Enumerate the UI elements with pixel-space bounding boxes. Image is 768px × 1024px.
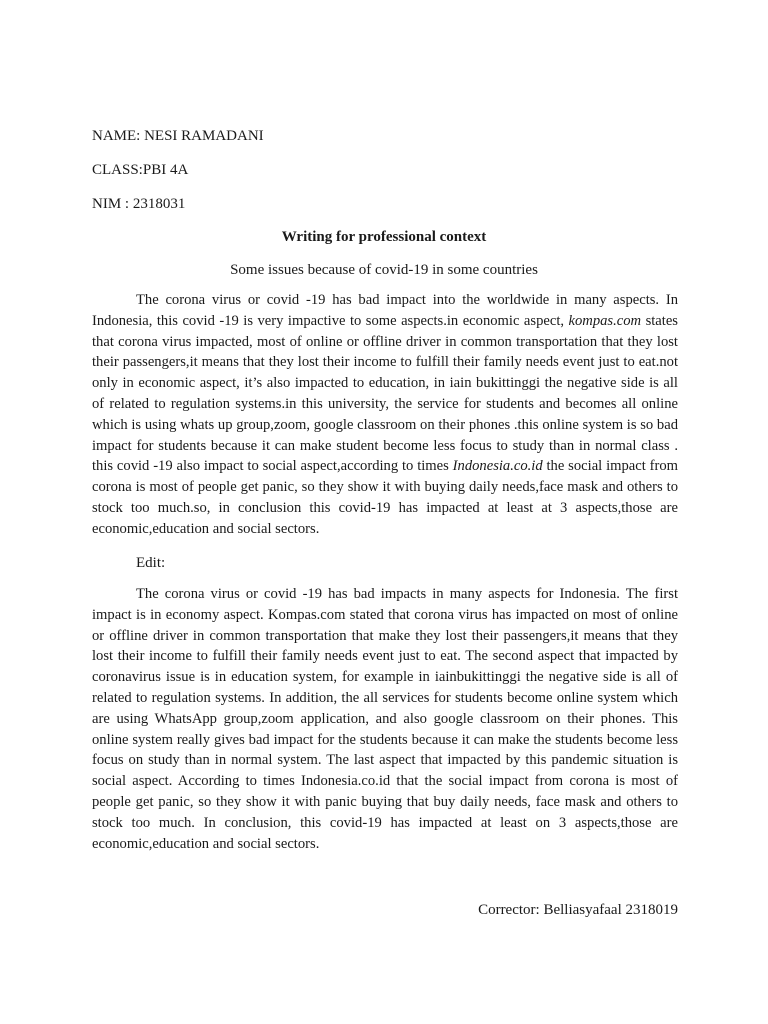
edited-paragraph: The corona virus or covid -19 has bad impacts in many aspects for Indonesia. The first impact is in economy aspect. Kompas.com stated that corona virus has impacted on most of online or offline driver in common transportation that make they lost their passengers,it means that they lost their income to fulfill their family needs event just to eat. The second aspect that impacted by coronavirus issue is in education system, for example in iainbukittinggi the negative side is all of related to regulation systems. In addition, the all services for students become online system which are using WhatsApp group,zoom application, and also google classroom on their phones. This online system really gives bad impact for the students because it can make the students become less focus on study than in normal system. The last aspect that impacted by this pandemic situation is social aspect. According to times Indonesia.co.id that the social impact from corona is most of people get panic, so they show it with panic buying that buy daily needs, face mask and others to stock too much. In conclusion, this covid-19 has impacted at least on 3 aspects,those are economic,education and social sectors.	[92, 586, 678, 852]
original-text-part-3: the social impact from corona is most of people get panic, so they show it with buying daily needs,face mask and others to stock too much.so, in conclusion this covid-19 has impacted at least at 3 aspects,those are economic,education and social sectors.	[92, 458, 678, 537]
document-subtitle: Some issues because of covid-19 in some countries	[230, 262, 538, 278]
source-times-indonesia: Indonesia.co.id	[452, 458, 543, 475]
student-nim: NIM : 2318031	[92, 196, 186, 212]
student-class: CLASS:PBI 4A	[92, 162, 189, 178]
source-kompas: kompas.com	[568, 312, 642, 329]
original-paragraph	[92, 290, 678, 540]
corrector-line: Corrector: Belliasyafaal 2318019	[478, 902, 678, 918]
original-text-part-2: states that corona virus impacted, most of online or offline driver in common transportation that they lost their passengers,it means that they lost their income to fulfill their family needs event just to eat.not only in economic aspect, it’s also impacted to education, in iain bukittinggi the negative side is all of related to regulation systems.in this university, the service for students and becomes all online which is using whats up group,zoom, google classroom on their phones .this online system is so bad impact for students because it can make student become less focus to study than in normal class . this covid -19 also impact to social aspect,according to times	[92, 312, 678, 475]
student-name: NAME: NESI RAMADANI	[92, 128, 264, 144]
original-text-part-1: The corona virus or covid -19 has bad impact into the worldwide in many aspects. In Indonesia, this covid -19 is very impactive to some aspects.in economic aspect,	[92, 292, 678, 329]
edit-label: Edit:	[136, 555, 166, 571]
document-title: Writing for professional context	[281, 229, 487, 245]
